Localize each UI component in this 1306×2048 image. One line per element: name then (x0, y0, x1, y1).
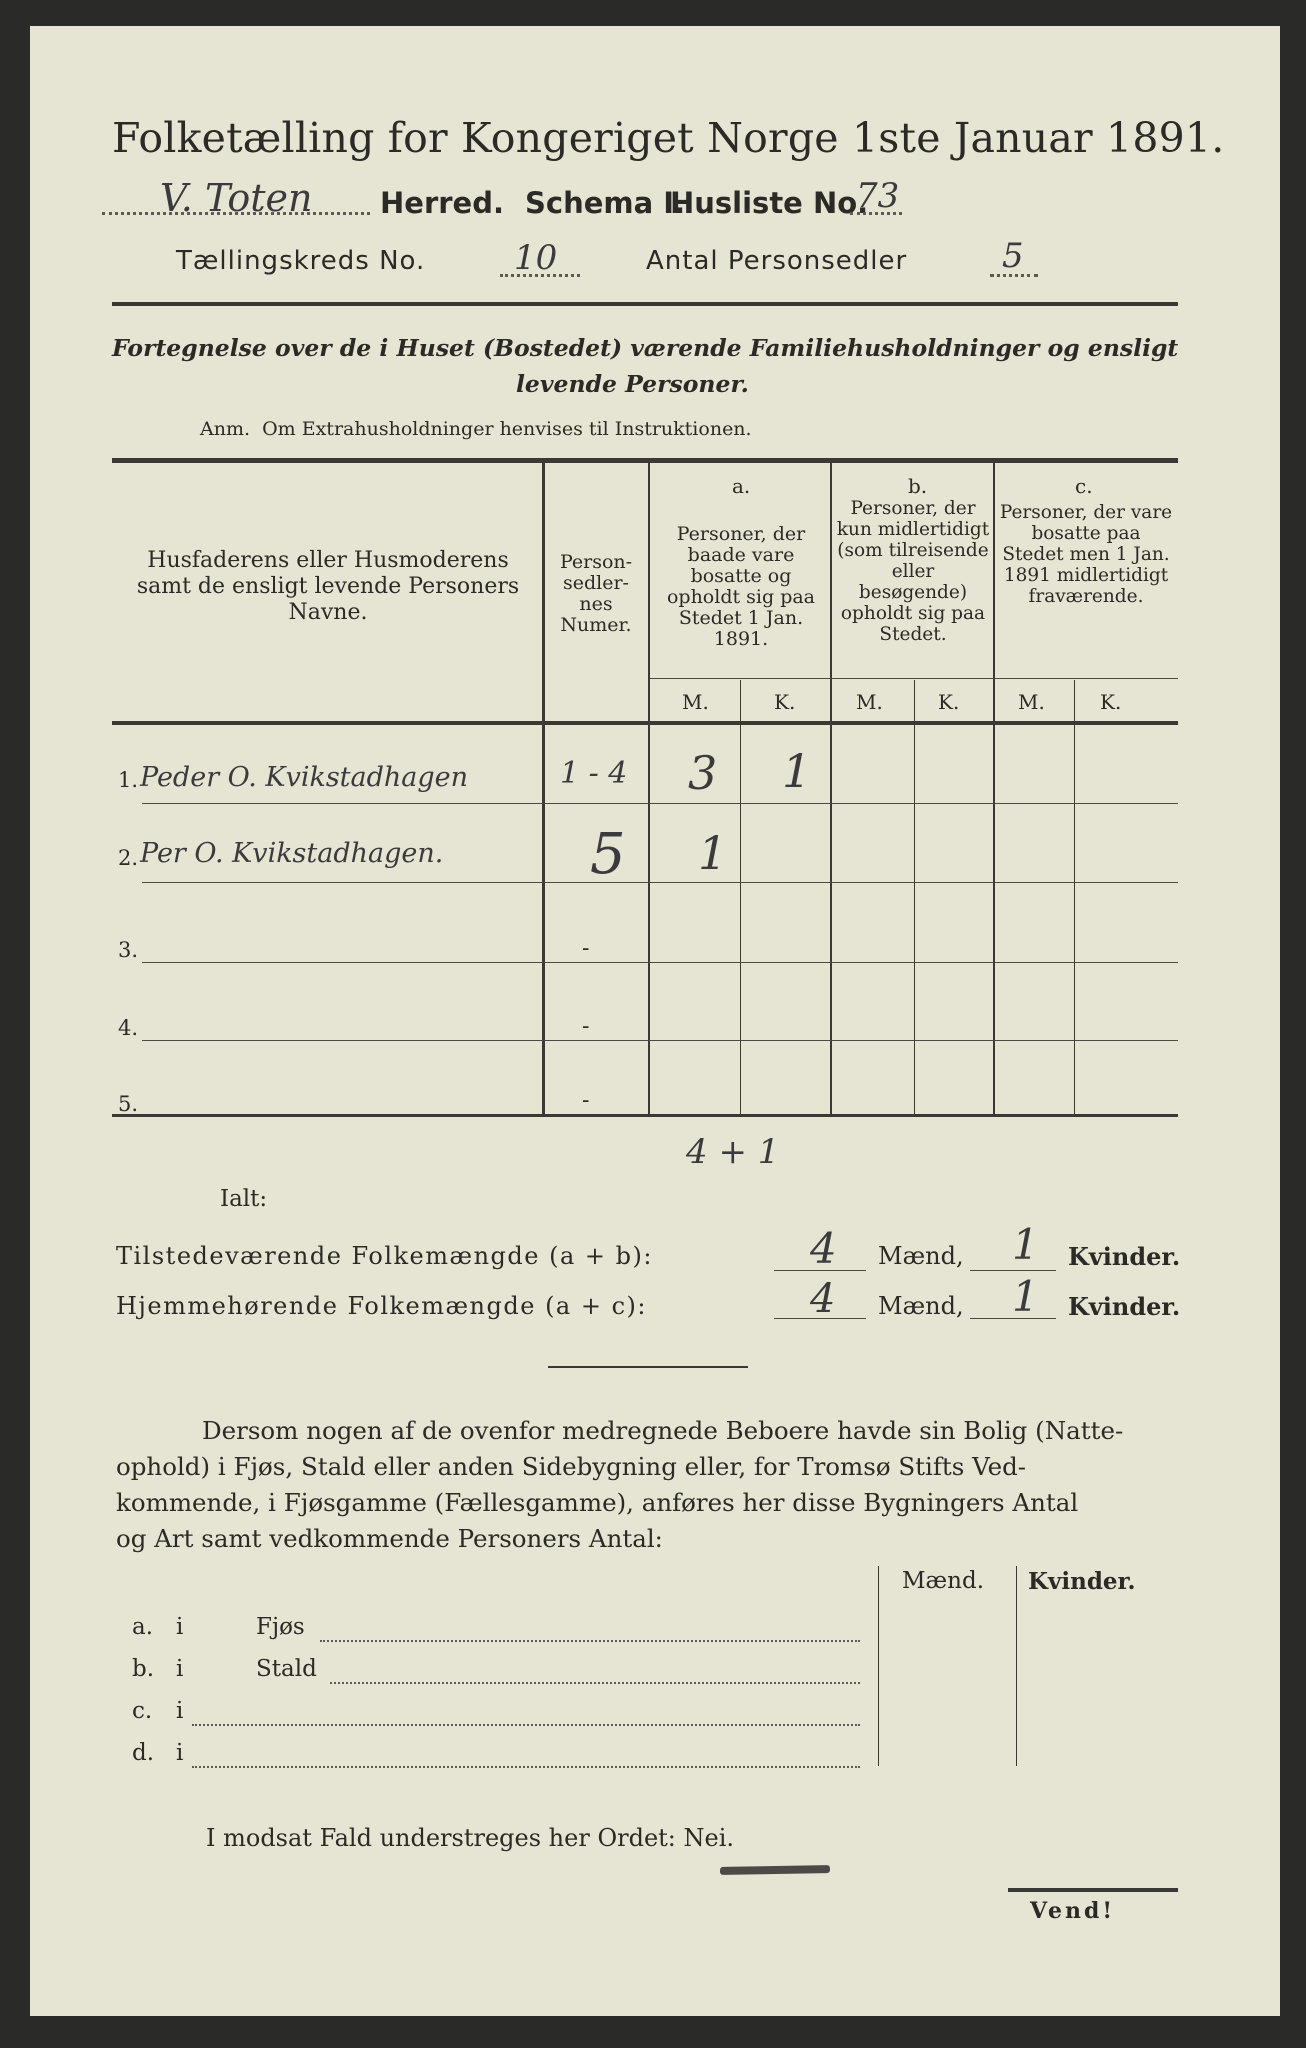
tilstede-k: 1 (1012, 1220, 1039, 1269)
row-4-sedler: - (582, 1014, 590, 1039)
row-5-sedler: - (582, 1088, 590, 1113)
b-k-label: K. (938, 690, 960, 714)
building-row-c-dots (192, 1724, 860, 1726)
tilstede-k-line (970, 1270, 1056, 1271)
col-divider-b (993, 463, 995, 1114)
row-1-a-m: 3 (688, 746, 718, 800)
hjemme-k: 1 (1012, 1272, 1039, 1321)
c-m-label: M. (1018, 690, 1045, 714)
building-row-a-letter: a. (132, 1614, 154, 1640)
kreds-value: 10 (514, 238, 558, 278)
b-m-label: M. (856, 690, 883, 714)
anm-note: Anm. Om Extrahusholdninger henvises til Instruktionen. (200, 418, 752, 440)
hjemme-label: Hjemmehørende Folkemængde (a + c): (116, 1292, 647, 1320)
vend-label: Vend! (1030, 1898, 1116, 1924)
antal-label: Antal Personsedler (646, 246, 908, 276)
buildings-divider-1 (878, 1566, 879, 1766)
buildings-para-3: kommende, i Fjøsgamme (Fællesgamme), anføres her disse Bygningers Antal (116, 1488, 1079, 1517)
building-row-b-label: Stald (256, 1656, 317, 1682)
herred-label: Herred. (380, 186, 504, 220)
building-row-c-letter: c. (132, 1698, 153, 1724)
ialt-label: Ialt: (220, 1186, 268, 1212)
col-divider-b-mk (914, 680, 915, 1114)
a-k-label: K. (774, 690, 796, 714)
herred-value: V. Toten (160, 176, 313, 220)
row-3-number: 3. (118, 938, 139, 962)
buildings-divider-2 (1016, 1566, 1017, 1766)
row-rule-2 (142, 882, 1178, 883)
col-b-letter: b. (908, 474, 928, 498)
nei-line: I modsat Fald understreges her Ordet: Nei. (206, 1824, 735, 1852)
row-2-sedler: 5 (590, 822, 626, 887)
col-num-header: Person-sedler-nes Numer. (559, 551, 633, 636)
row-2-a-m: 1 (698, 826, 728, 880)
hjemme-kvinder: Kvinder. (1068, 1292, 1181, 1321)
kreds-label: Tællingskreds No. (176, 246, 426, 276)
hjemme-maend: Mænd, (878, 1292, 964, 1320)
row-2-number: 2. (118, 846, 139, 870)
vend-rule (1008, 1888, 1178, 1892)
nei-underline-mark (720, 1865, 830, 1875)
col-name-header: Husfaderens eller Husmoderens samt de ensligt levende Personers Navne. (136, 548, 520, 625)
col-divider-c-mk (1074, 680, 1075, 1114)
row-4-number: 4. (118, 1016, 139, 1040)
form-title: Folketælling for Kongeriget Norge 1ste Januar 1891. (112, 114, 1225, 162)
col-divider-a-mk (740, 680, 741, 1114)
hjemme-m: 4 (810, 1276, 836, 1322)
building-row-b-letter: b. (132, 1656, 155, 1682)
row-rule-1 (142, 803, 1178, 804)
tilstede-maend: Mænd, (878, 1242, 964, 1270)
tilstede-label: Tilstedeværende Folkemængde (a + b): (116, 1242, 653, 1270)
building-row-b-i: i (176, 1656, 184, 1682)
mk-subheader-rule (650, 678, 1178, 679)
row-1-number: 1. (118, 768, 139, 792)
col-b-header: Personer, der kun midlertidigt (som tilreisende eller besøgende) opholdt sig paa Stedet. (836, 498, 990, 645)
building-row-a-label: Fjøs (256, 1614, 305, 1640)
antal-value: 5 (1002, 236, 1024, 276)
tilstede-kvinder: Kvinder. (1068, 1242, 1181, 1271)
col-a-header: Personer, der baade vare bosatte og opholdt sig paa Stedet 1 Jan. 1891. (666, 523, 816, 650)
c-k-label: K. (1100, 690, 1122, 714)
husliste-value: 73 (856, 176, 900, 216)
section-separator (548, 1366, 748, 1368)
col-divider-name (542, 463, 545, 1114)
building-row-d-letter: d. (132, 1740, 155, 1766)
husliste-label: Husliste No. (670, 186, 869, 220)
col-a-letter: a. (732, 474, 751, 498)
col-c-letter: c. (1075, 474, 1093, 498)
row-rule-4 (142, 1040, 1178, 1041)
row-1-sedler: 1 - 4 (560, 756, 628, 791)
row-2-name: Per O. Kvikstadhagen. (140, 838, 444, 869)
intro-line1: Fortegnelse over de i Huset (Bostedet) værende Familiehusholdninger og ensligt (112, 334, 1179, 362)
table-header-rule (112, 721, 1178, 725)
schema-label: Schema I. (525, 186, 686, 220)
buildings-para-2: ophold) i Fjøs, Stald eller anden Sidebygning eller, for Tromsø Stifts Ved- (116, 1452, 1027, 1481)
col-divider-a (830, 463, 832, 1114)
row-5-number: 5. (118, 1092, 139, 1116)
buildings-col-kvinder: Kvinder. (1028, 1568, 1136, 1595)
building-row-a-i: i (176, 1614, 184, 1640)
col-divider-num (648, 463, 650, 1114)
table-top-rule (112, 458, 1178, 463)
header-rule (112, 302, 1178, 306)
intro-line2: levende Personer. (516, 370, 749, 398)
ialt-note: 4 + 1 (686, 1132, 780, 1172)
table-bottom-rule (112, 1114, 1178, 1117)
building-row-d-dots (192, 1766, 860, 1768)
buildings-para-4: og Art samt vedkommende Personers Antal: (116, 1524, 663, 1553)
building-row-a-dots (320, 1640, 860, 1642)
row-1-name: Peder O. Kvikstadhagen (140, 762, 469, 793)
building-row-d-i: i (176, 1740, 184, 1766)
row-1-a-k: 1 (782, 744, 812, 798)
census-form (30, 26, 1280, 2016)
tilstede-m: 4 (810, 1224, 837, 1273)
a-m-label: M. (682, 690, 709, 714)
building-row-b-dots (330, 1682, 860, 1684)
building-row-c-i: i (176, 1698, 184, 1724)
row-rule-3 (142, 962, 1178, 963)
col-c-header: Personer, der vare bosatte paa Stedet men 1 Jan. 1891 midlertidigt fraværende. (999, 502, 1173, 607)
buildings-col-maend: Mænd. (902, 1568, 985, 1594)
row-3-sedler: - (582, 936, 590, 961)
buildings-para-1: Dersom nogen af de ovenfor medregnede Beboere havde sin Bolig (Natte- (202, 1416, 1124, 1445)
